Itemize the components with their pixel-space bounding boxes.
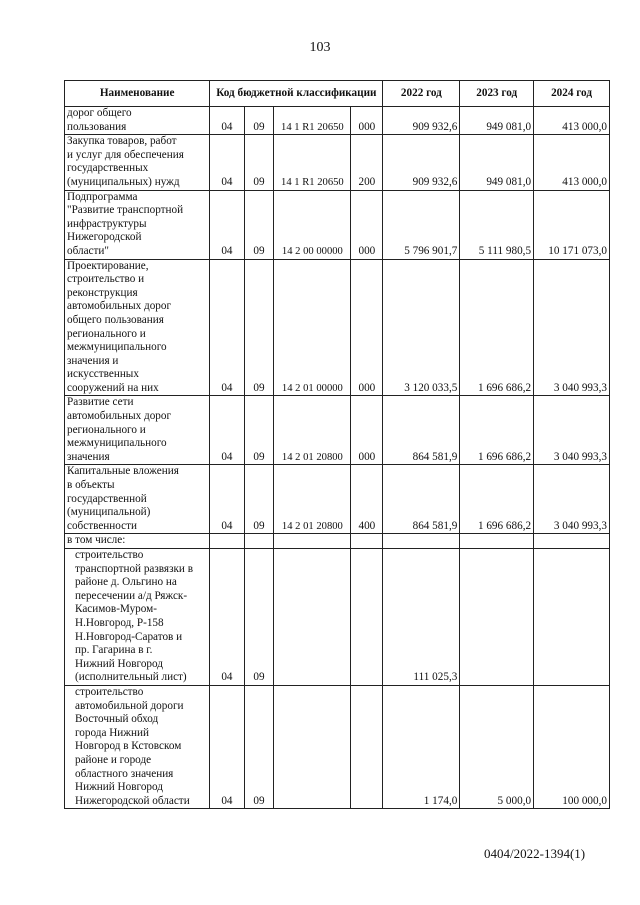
amount-2022: 3 120 033,5 <box>383 259 460 396</box>
row-name <box>65 259 210 396</box>
table-row <box>65 135 610 190</box>
header-code: Код бюджетной классификации <box>210 81 383 107</box>
row-name-line: пересечении а/д Ряжск- <box>75 589 188 602</box>
row-name-line: Н.Новгород, Р-158 <box>75 616 164 629</box>
section-code: 04 <box>210 107 244 135</box>
table-row <box>65 534 610 549</box>
row-name-line: автомобильных дорог <box>67 410 172 423</box>
target-code <box>274 534 351 549</box>
section-code: 04 <box>210 685 244 808</box>
row-name-line: пользования <box>67 120 127 133</box>
row-name-line: Развитие сети <box>67 396 134 409</box>
row-name-line: собственности <box>67 519 137 532</box>
amount-2022: 5 796 901,7 <box>383 190 460 259</box>
row-name-line: пр. Гагарина в г. <box>75 644 153 657</box>
amount-2023 <box>460 534 534 549</box>
amount-2023: 5 111 980,5 <box>460 190 534 259</box>
expense-kind-code: 000 <box>351 396 383 465</box>
subsection-code: 09 <box>244 107 274 135</box>
row-name-line: города Нижний <box>75 726 149 739</box>
row-name-line: и услуг для обеспечения <box>67 148 184 161</box>
row-name <box>65 396 210 465</box>
amount-2023: 1 696 686,2 <box>460 465 534 534</box>
target-code: 14 1 R1 20650 <box>274 135 351 190</box>
expense-kind-code <box>351 549 383 686</box>
target-code: 14 2 01 20800 <box>274 465 351 534</box>
subsection-code: 09 <box>244 465 274 534</box>
row-name-line: Нижний Новгород <box>75 657 163 670</box>
row-name <box>65 135 210 190</box>
row-name <box>65 534 210 549</box>
row-name-line: искусственных <box>67 368 139 381</box>
row-name-line: строительство <box>75 685 144 698</box>
header-2024: 2024 год <box>534 81 610 107</box>
row-name-line: дорог общего <box>67 107 132 119</box>
row-name-line: Н.Новгород-Саратов и <box>75 630 183 643</box>
expense-kind-code: 200 <box>351 135 383 190</box>
expense-kind-code: 000 <box>351 190 383 259</box>
row-name-line: Новгород в Кстовском <box>75 740 182 753</box>
amount-2024: 10 171 073,0 <box>534 190 610 259</box>
row-name <box>65 685 210 808</box>
target-code: 14 2 01 20800 <box>274 396 351 465</box>
row-name <box>65 549 210 686</box>
target-code: 14 2 00 00000 <box>274 190 351 259</box>
row-name-line: области" <box>67 244 109 257</box>
section-code: 04 <box>210 396 244 465</box>
subsection-code: 09 <box>244 190 274 259</box>
table-row <box>65 396 610 465</box>
subsection-code: 09 <box>244 685 274 808</box>
row-name-line: государственных <box>67 162 149 175</box>
section-code: 04 <box>210 135 244 190</box>
section-code: 04 <box>210 465 244 534</box>
subsection-code: 09 <box>244 396 274 465</box>
section-code <box>210 534 244 549</box>
amount-2024: 413 000,0 <box>534 135 610 190</box>
table-body <box>65 107 610 809</box>
expense-kind-code: 400 <box>351 465 383 534</box>
row-name-line: автомобильных дорог <box>67 300 172 313</box>
amount-2022: 864 581,9 <box>383 465 460 534</box>
amount-2022: 1 174,0 <box>383 685 460 808</box>
section-code: 04 <box>210 190 244 259</box>
row-name-line: (муниципальных) нужд <box>67 175 180 188</box>
row-name-line: транспортной развязки в <box>75 562 193 575</box>
amount-2022: 864 581,9 <box>383 396 460 465</box>
row-name-line: районе и городе <box>75 753 152 766</box>
row-name-line: Капитальные вложения <box>67 465 179 478</box>
subsection-code <box>244 534 274 549</box>
expense-kind-code <box>351 534 383 549</box>
row-name-line: инфраструктуры <box>67 217 147 230</box>
row-name-line: значения и <box>67 354 119 367</box>
amount-2024: 413 000,0 <box>534 107 610 135</box>
table-row <box>65 107 610 135</box>
document-code: 0404/2022-1394(1) <box>484 846 586 861</box>
budget-table <box>64 80 610 809</box>
row-name-line: регионального и <box>67 423 146 436</box>
expense-kind-code: 000 <box>351 259 383 396</box>
table-row <box>65 259 610 396</box>
amount-2024 <box>534 534 610 549</box>
amount-2023: 949 081,0 <box>460 107 534 135</box>
row-name-line: (исполнительный лист) <box>75 671 187 684</box>
row-name-line: Подпрограмма <box>67 190 138 203</box>
section-code: 04 <box>210 259 244 396</box>
row-name <box>65 465 210 534</box>
table-row <box>65 685 610 808</box>
expense-kind-code: 000 <box>351 107 383 135</box>
row-name-line: автомобильной дороги <box>75 699 184 712</box>
row-name-line: реконструкция <box>67 286 138 299</box>
table-row <box>65 465 610 534</box>
subsection-code: 09 <box>244 135 274 190</box>
header-row <box>65 81 610 107</box>
amount-2024: 100 000,0 <box>534 685 610 808</box>
header-2023: 2023 год <box>460 81 534 107</box>
row-name-line: Нижний Новгород <box>75 781 163 794</box>
target-code: 14 1 R1 20650 <box>274 107 351 135</box>
row-name-line: общего пользования <box>67 313 164 326</box>
row-name-line: Касимов-Муром- <box>75 603 157 616</box>
table-row <box>65 549 610 686</box>
row-name-line: Проектирование, <box>67 259 149 272</box>
row-name-line: Восточный обход <box>75 713 159 726</box>
amount-2022: 909 932,6 <box>383 107 460 135</box>
row-name-line: областного значения <box>75 767 174 780</box>
amount-2024: 3 040 993,3 <box>534 465 610 534</box>
target-code <box>274 685 351 808</box>
row-name-line: государственной <box>67 492 147 505</box>
row-name-line: в объекты <box>67 479 115 492</box>
row-name-line: Закупка товаров, работ <box>67 135 177 148</box>
row-name-line: районе д. Ольгино на <box>75 576 177 589</box>
subsection-code: 09 <box>244 259 274 396</box>
amount-2024 <box>534 549 610 686</box>
amount-2023 <box>460 549 534 686</box>
header-2022: 2022 год <box>383 81 460 107</box>
target-code <box>274 549 351 686</box>
section-code: 04 <box>210 549 244 686</box>
row-name-line: (муниципальной) <box>67 506 151 519</box>
amount-2023: 5 000,0 <box>460 685 534 808</box>
row-name-line: строительство и <box>67 273 145 286</box>
row-name-line: межмуниципального <box>67 341 167 354</box>
amount-2024: 3 040 993,3 <box>534 396 610 465</box>
row-name <box>65 107 210 135</box>
row-name-line: значения <box>67 450 110 463</box>
row-name-line: сооружений на них <box>67 381 159 394</box>
row-name-line: Нижегородской <box>67 231 142 244</box>
table-row <box>65 190 610 259</box>
page-number: 103 <box>309 40 331 55</box>
row-name-line: строительство <box>75 549 144 561</box>
amount-2023: 1 696 686,2 <box>460 259 534 396</box>
row-name-line: в том числе: <box>67 534 126 547</box>
row-name-line: Нижегородской области <box>75 794 190 807</box>
amount-2023: 949 081,0 <box>460 135 534 190</box>
subsection-code: 09 <box>244 549 274 686</box>
amount-2023: 1 696 686,2 <box>460 396 534 465</box>
expense-kind-code <box>351 685 383 808</box>
amount-2022: 909 932,6 <box>383 135 460 190</box>
amount-2022 <box>383 534 460 549</box>
row-name-line: межмуниципального <box>67 437 167 450</box>
row-name-line: "Развитие транспортной <box>67 204 184 217</box>
target-code: 14 2 01 00000 <box>274 259 351 396</box>
amount-2022: 111 025,3 <box>383 549 460 686</box>
header-name: Наименование <box>65 81 210 107</box>
row-name-line: регионального и <box>67 327 146 340</box>
amount-2024: 3 040 993,3 <box>534 259 610 396</box>
row-name <box>65 190 210 259</box>
